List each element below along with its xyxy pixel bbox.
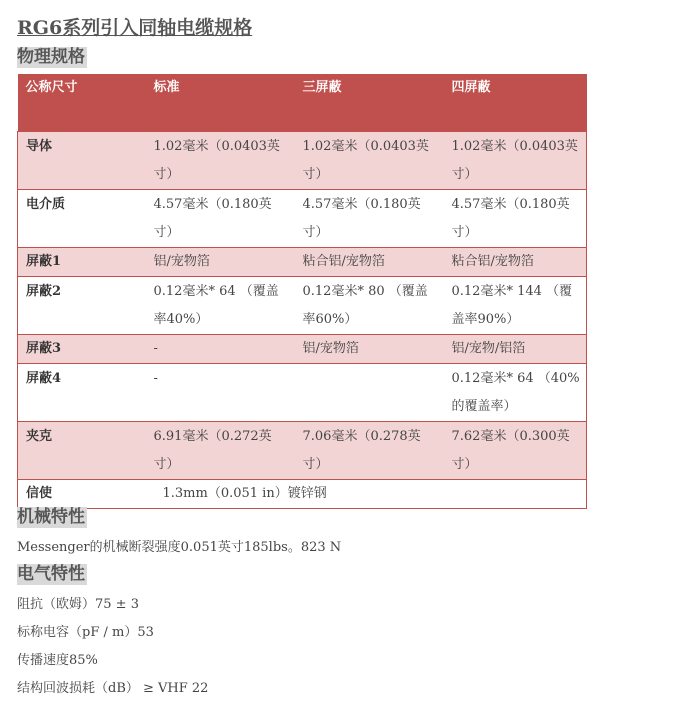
row-label: 屏蔽4 — [26, 370, 62, 386]
table-cell: 1.02毫米（0.0403英寸） — [302, 138, 429, 182]
table-cell — [295, 363, 444, 421]
table-row-shield3 — [18, 334, 587, 363]
row-label: 屏蔽2 — [26, 283, 62, 299]
section-heading-mechanical: 机械特性 — [17, 507, 85, 527]
row-label: 夹克 — [26, 428, 53, 444]
section-heading-electrical: 电气特性 — [17, 564, 85, 584]
header-nominal-size: 公称尺寸 — [25, 80, 78, 95]
table-cell: 4.57毫米（0.180英寸） — [153, 196, 272, 240]
specs-table — [17, 74, 587, 509]
mechanical-text: Messenger的机械断裂强度0.051英寸185lbs。823 N — [17, 540, 342, 555]
table-cell: 铝/宠物/铝箔 — [451, 340, 526, 356]
header-standard: 标准 — [153, 80, 180, 95]
impedance-text: 阻抗（欧姆）75 ± 3 — [17, 597, 139, 612]
table-cell: - — [153, 340, 158, 356]
table-cell: 4.57毫米（0.180英寸） — [451, 196, 570, 240]
row-label: 导体 — [26, 138, 53, 154]
table-header-row — [18, 74, 587, 131]
row-label: 信使 — [26, 485, 53, 501]
table-cell: 粘合铝/宠物箔 — [302, 253, 385, 269]
table-cell: 铝/宠物箔 — [302, 340, 359, 356]
header-tri-shield: 三屏蔽 — [302, 80, 342, 95]
table-cell: 0.12毫米* 80 （覆盖率60%） — [302, 283, 428, 327]
table-row-shield2 — [18, 276, 587, 334]
table-row-shield4 — [18, 363, 587, 421]
table-cell: 1.02毫米（0.0403英寸） — [153, 138, 280, 182]
table-cell: 1.02毫米（0.0403英寸） — [451, 138, 578, 182]
row-label: 电介质 — [26, 196, 66, 212]
header-quad-shield: 四屏蔽 — [451, 80, 491, 95]
table-row-jacket — [18, 421, 587, 479]
velocity-text: 传播速度85% — [17, 653, 98, 668]
table-row-shield1 — [18, 247, 587, 276]
return-loss-text: 结构回波损耗（dB） ≥ VHF 22 — [17, 681, 209, 696]
table-row-dielectric — [18, 189, 587, 247]
table-cell: 铝/宠物箔 — [153, 253, 210, 269]
page-title: RG6系列引入同轴电缆规格 — [17, 17, 253, 39]
table-cell: 0.12毫米* 64 （覆盖率40%） — [153, 283, 279, 327]
table-cell: 7.06毫米（0.278英寸） — [302, 428, 421, 472]
section-heading-physical: 物理规格 — [17, 47, 85, 67]
table-cell: - — [153, 370, 158, 386]
row-label: 屏蔽1 — [26, 253, 62, 269]
table-cell: 0.12毫米* 64 （40%的覆盖率） — [451, 370, 580, 414]
table-cell: 粘合铝/宠物箔 — [451, 253, 534, 269]
table-cell: 0.12毫米* 144 （覆盖率90%） — [451, 283, 573, 327]
table-cell: 6.91毫米（0.272英寸） — [153, 428, 272, 472]
row-label: 屏蔽3 — [26, 340, 62, 356]
table-row-conductor — [18, 131, 587, 189]
table-cell: 7.62毫米（0.300英寸） — [451, 428, 570, 472]
table-cell-merged: 1.3mm（0.051 in）镀锌钢 — [162, 485, 327, 501]
capacitance-text: 标称电容（pF / m）53 — [17, 625, 154, 640]
table-cell: 4.57毫米（0.180英寸） — [302, 196, 421, 240]
table-row-messenger — [18, 479, 587, 508]
